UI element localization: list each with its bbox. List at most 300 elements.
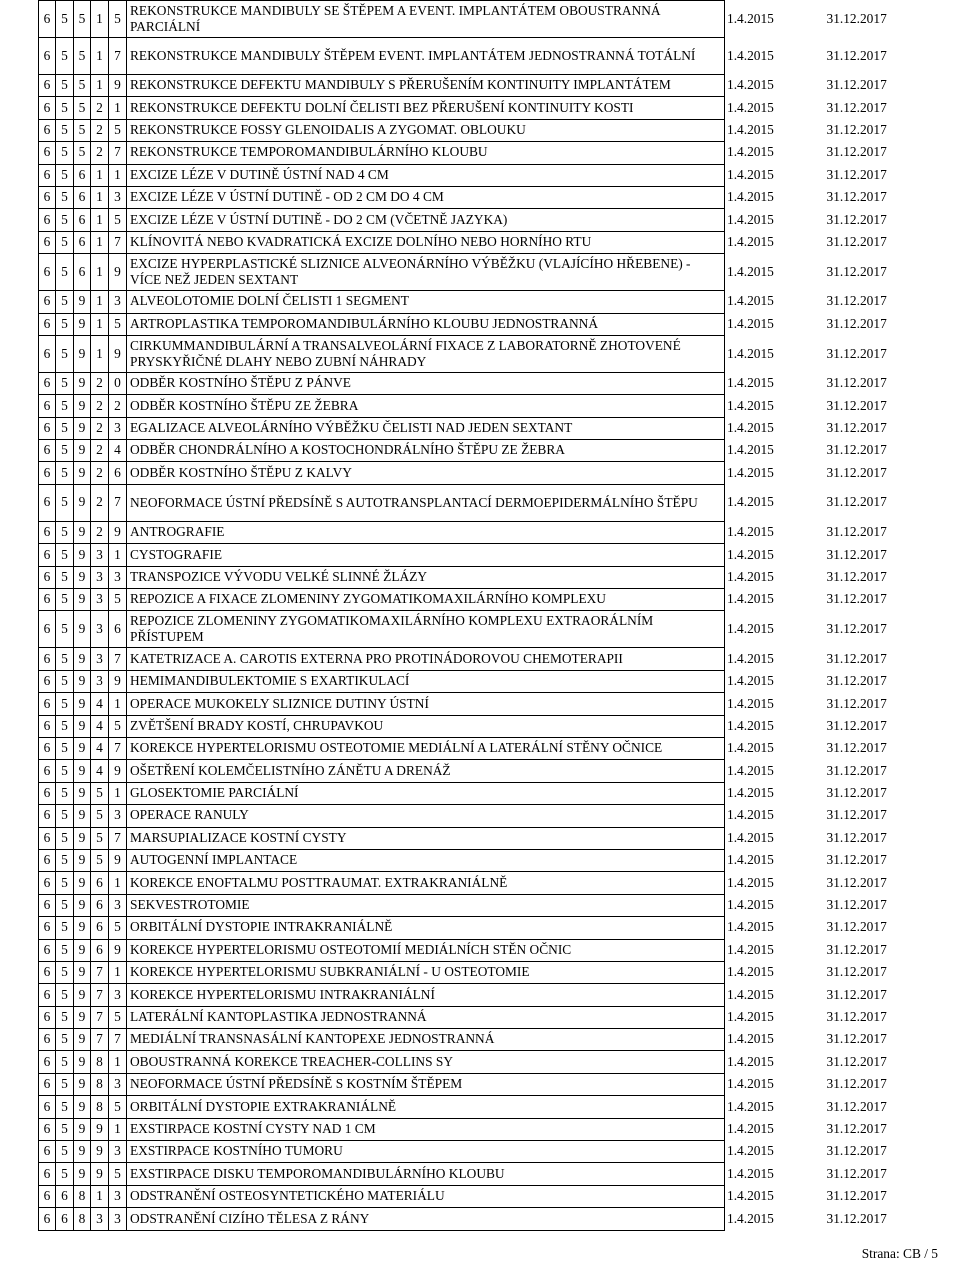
valid-to-cell: 31.12.2017 [826, 166, 887, 182]
valid-to-cell: 31.12.2017 [826, 829, 887, 845]
code-digit-cell: 7 [109, 1029, 127, 1051]
valid-from-cell: 1.4.2015 [727, 375, 774, 391]
code-digit-cell: 3 [109, 894, 127, 916]
valid-to-cell: 31.12.2017 [826, 494, 887, 510]
code-digit-cell: 6 [39, 291, 56, 313]
code-digit-cell: 1 [91, 38, 109, 75]
valid-to-cell: 31.12.2017 [826, 1008, 887, 1024]
table-row [39, 1163, 897, 1185]
procedure-name-cell: EXSTIRPACE KOSTNÍHO TUMORU [127, 1141, 725, 1163]
procedure-name-cell: EGALIZACE ALVEOLÁRNÍHO VÝBĚŽKU ČELISTI NAD JEDEN SEXTANT [127, 417, 725, 439]
table-row [39, 1073, 897, 1095]
code-digit-cell: 5 [74, 75, 91, 97]
code-digit-cell: 6 [39, 611, 56, 648]
code-digit-cell: 3 [109, 417, 127, 439]
valid-from-cell: 1.4.2015 [727, 1143, 774, 1159]
valid-from-cell: 1.4.2015 [727, 1031, 774, 1047]
code-digit-cell: 9 [74, 611, 91, 648]
procedure-name-cell: ARTROPLASTIKA TEMPOROMANDIBULÁRNÍHO KLOUBU JEDNOSTRANNÁ [127, 313, 725, 335]
code-digit-cell: 6 [39, 119, 56, 141]
valid-to-cell: 31.12.2017 [826, 650, 887, 666]
code-digit-cell: 5 [56, 395, 74, 417]
code-digit-cell: 9 [74, 1006, 91, 1028]
code-digit-cell: 7 [91, 1029, 109, 1051]
table-row [39, 254, 897, 291]
code-digit-cell: 7 [109, 38, 127, 75]
table-row [39, 1118, 897, 1140]
procedure-name-cell: KOREKCE HYPERTELORISMU OSTEOTOMIE MEDIÁLNÍ A LATERÁLNÍ STĚNY OČNICE [127, 737, 725, 759]
code-digit-cell: 6 [39, 97, 56, 119]
code-digit-cell: 1 [109, 1051, 127, 1073]
code-digit-cell: 5 [109, 589, 127, 611]
code-digit-cell: 2 [91, 97, 109, 119]
code-digit-cell: 6 [39, 521, 56, 543]
procedure-name-cell: NEOFORMACE ÚSTNÍ PŘEDSÍNĚ S AUTOTRANSPLANTACÍ DERMOEPIDERMÁLNÍHO ŠTĚPU [127, 484, 725, 521]
code-digit-cell: 6 [39, 1096, 56, 1118]
code-digit-cell: 5 [109, 715, 127, 737]
code-digit-cell: 6 [39, 566, 56, 588]
code-digit-cell: 9 [74, 894, 91, 916]
procedure-name-cell: AUTOGENNÍ IMPLANTACE [127, 849, 725, 871]
code-digit-cell: 2 [91, 142, 109, 164]
table-row [39, 872, 897, 894]
code-digit-cell: 9 [74, 417, 91, 439]
code-digit-cell: 6 [39, 38, 56, 75]
code-digit-cell: 1 [91, 313, 109, 335]
valid-to-cell: 31.12.2017 [826, 315, 887, 331]
valid-to-cell: 31.12.2017 [826, 189, 887, 205]
code-digit-cell: 0 [109, 372, 127, 394]
code-digit-cell: 5 [56, 715, 74, 737]
code-digit-cell: 9 [74, 1163, 91, 1185]
code-digit-cell: 3 [109, 1185, 127, 1207]
table-row [39, 1, 897, 38]
code-digit-cell: 9 [74, 521, 91, 543]
code-digit-cell: 4 [91, 715, 109, 737]
code-digit-cell: 5 [109, 313, 127, 335]
code-digit-cell: 5 [56, 1029, 74, 1051]
code-digit-cell: 6 [39, 1051, 56, 1073]
procedure-name-cell: ORBITÁLNÍ DYSTOPIE INTRAKRANIÁLNĚ [127, 917, 725, 939]
valid-to-cell: 31.12.2017 [826, 47, 887, 63]
procedure-name-cell: EXCIZE LÉZE V ÚSTNÍ DUTINĚ - DO 2 CM (VČETNĚ JAZYKA) [127, 209, 725, 231]
code-digit-cell: 6 [39, 939, 56, 961]
valid-from-cell: 1.4.2015 [727, 829, 774, 845]
code-digit-cell: 5 [56, 119, 74, 141]
code-digit-cell: 5 [56, 939, 74, 961]
table-row [39, 544, 897, 566]
valid-to-cell: 31.12.2017 [826, 986, 887, 1002]
valid-from-cell: 1.4.2015 [727, 717, 774, 733]
table-row [39, 782, 897, 804]
table-row [39, 164, 897, 186]
code-digit-cell: 7 [109, 231, 127, 253]
procedure-name-cell: EXCIZE LÉZE V ÚSTNÍ DUTINĚ - OD 2 CM DO 4 CM [127, 186, 725, 208]
code-digit-cell: 3 [109, 186, 127, 208]
code-digit-cell: 7 [109, 142, 127, 164]
code-digit-cell: 9 [109, 254, 127, 291]
code-digit-cell: 2 [91, 395, 109, 417]
procedure-name-cell: GLOSEKTOMIE PARCIÁLNÍ [127, 782, 725, 804]
code-digit-cell: 7 [109, 648, 127, 670]
procedure-name-cell: REKONSTRUKCE DEFEKTU DOLNÍ ČELISTI BEZ PŘERUŠENÍ KONTINUITY KOSTI [127, 97, 725, 119]
procedure-name-cell: CIRKUMMANDIBULÁRNÍ A TRANSALVEOLÁRNÍ FIXACE Z LABORATORNĚ ZHOTOVENÉ PRYSKYŘIČNÉ DLAHY NEBO ZUBNÍ NÁHRADY [127, 335, 725, 372]
procedure-name-cell: KOREKCE ENOFTALMU POSTTRAUMAT. EXTRAKRANIÁLNĚ [127, 872, 725, 894]
code-digit-cell: 6 [39, 440, 56, 462]
valid-from-cell: 1.4.2015 [727, 420, 774, 435]
procedure-name-cell: ODBĚR KOSTNÍHO ŠTĚPU ZE ŽEBRA [127, 395, 725, 417]
valid-to-cell: 31.12.2017 [826, 695, 887, 711]
valid-from-cell: 1.4.2015 [727, 1053, 774, 1069]
code-digit-cell: 9 [74, 1029, 91, 1051]
table-row [39, 313, 897, 335]
code-digit-cell: 6 [74, 164, 91, 186]
code-digit-cell: 5 [56, 1051, 74, 1073]
table-row [39, 693, 897, 715]
code-digit-cell: 5 [56, 254, 74, 291]
code-digit-cell: 2 [91, 484, 109, 521]
valid-from-cell: 1.4.2015 [727, 464, 774, 480]
code-digit-cell: 6 [39, 1141, 56, 1163]
code-digit-cell: 5 [109, 1, 127, 38]
code-digit-cell: 6 [39, 209, 56, 231]
code-digit-cell: 6 [39, 961, 56, 983]
code-digit-cell: 1 [91, 75, 109, 97]
code-digit-cell: 4 [91, 760, 109, 782]
valid-from-cell: 1.4.2015 [727, 77, 774, 93]
valid-from-cell: 1.4.2015 [727, 234, 774, 250]
procedure-name-cell: KOREKCE HYPERTELORISMU INTRAKRANIÁLNÍ [127, 984, 725, 1006]
code-digit-cell: 6 [39, 894, 56, 916]
code-digit-cell: 5 [56, 894, 74, 916]
code-digit-cell: 9 [74, 462, 91, 484]
code-digit-cell: 9 [74, 782, 91, 804]
valid-from-cell: 1.4.2015 [727, 591, 774, 607]
valid-from-cell: 1.4.2015 [727, 315, 774, 331]
valid-to-cell: 31.12.2017 [826, 464, 887, 480]
code-digit-cell: 9 [74, 872, 91, 894]
procedure-name-cell: MEDIÁLNÍ TRANSNASÁLNÍ KANTOPEXE JEDNOSTRANNÁ [127, 1029, 725, 1051]
code-digit-cell: 1 [91, 254, 109, 291]
table-row [39, 119, 897, 141]
code-digit-cell: 6 [39, 737, 56, 759]
valid-to-cell: 31.12.2017 [826, 591, 887, 607]
code-digit-cell: 2 [91, 417, 109, 439]
code-digit-cell: 6 [74, 186, 91, 208]
code-digit-cell: 2 [91, 440, 109, 462]
code-digit-cell: 5 [56, 231, 74, 253]
procedure-name-cell: ANTROGRAFIE [127, 521, 725, 543]
code-digit-cell: 5 [56, 566, 74, 588]
code-digit-cell: 9 [109, 939, 127, 961]
code-digit-cell: 9 [74, 805, 91, 827]
code-digit-cell: 9 [74, 484, 91, 521]
valid-to-cell: 31.12.2017 [826, 1031, 887, 1047]
table-row [39, 917, 897, 939]
code-digit-cell: 9 [74, 670, 91, 692]
code-digit-cell: 5 [56, 521, 74, 543]
valid-from-cell: 1.4.2015 [727, 397, 774, 413]
code-digit-cell: 1 [109, 544, 127, 566]
code-digit-cell: 1 [91, 209, 109, 231]
code-digit-cell: 6 [39, 1073, 56, 1095]
table-row [39, 417, 897, 439]
code-digit-cell: 6 [39, 984, 56, 1006]
code-digit-cell: 5 [56, 335, 74, 372]
code-digit-cell: 5 [109, 917, 127, 939]
code-digit-cell: 4 [91, 693, 109, 715]
procedure-name-cell: ODSTRANĚNÍ CIZÍHO TĚLESA Z RÁNY [127, 1208, 725, 1230]
valid-to-cell: 31.12.2017 [826, 442, 887, 458]
code-digit-cell: 5 [56, 544, 74, 566]
code-digit-cell: 3 [91, 544, 109, 566]
valid-from-cell: 1.4.2015 [727, 1188, 774, 1204]
procedure-name-cell: REKONSTRUKCE DEFEKTU MANDIBULY S PŘERUŠENÍM KONTINUITY IMPLANTÁTEM [127, 75, 725, 97]
code-digit-cell: 6 [91, 872, 109, 894]
code-digit-cell: 5 [56, 737, 74, 759]
code-digit-cell: 5 [56, 1118, 74, 1140]
valid-from-cell: 1.4.2015 [727, 1098, 774, 1114]
procedure-name-cell: TRANSPOZICE VÝVODU VELKÉ SLINNÉ ŽLÁZY [127, 566, 725, 588]
code-digit-cell: 2 [91, 462, 109, 484]
valid-to-cell: 31.12.2017 [826, 1143, 887, 1159]
code-digit-cell: 9 [74, 313, 91, 335]
code-digit-cell: 5 [109, 119, 127, 141]
valid-to-cell: 31.12.2017 [826, 740, 887, 756]
valid-from-cell: 1.4.2015 [727, 10, 774, 26]
valid-to-cell: 31.12.2017 [826, 568, 887, 584]
code-digit-cell: 5 [56, 164, 74, 186]
table-row [39, 1006, 897, 1028]
table-row [39, 462, 897, 484]
code-digit-cell: 6 [39, 1029, 56, 1051]
procedure-name-cell: OBOUSTRANNÁ KOREKCE TREACHER-COLLINS SY [127, 1051, 725, 1073]
table-row [39, 521, 897, 543]
code-digit-cell: 1 [109, 693, 127, 715]
valid-from-cell: 1.4.2015 [727, 673, 774, 689]
valid-to-cell: 31.12.2017 [826, 941, 887, 957]
valid-to-cell: 31.12.2017 [826, 375, 887, 391]
code-digit-cell: 4 [109, 440, 127, 462]
table-row [39, 484, 897, 521]
code-digit-cell: 5 [56, 693, 74, 715]
table-row [39, 961, 897, 983]
code-digit-cell: 6 [39, 670, 56, 692]
code-digit-cell: 6 [39, 849, 56, 871]
valid-to-cell: 31.12.2017 [826, 293, 887, 309]
valid-to-cell: 31.12.2017 [826, 919, 887, 935]
code-digit-cell: 6 [39, 760, 56, 782]
code-digit-cell: 5 [109, 209, 127, 231]
code-digit-cell: 1 [91, 1, 109, 38]
code-digit-cell: 9 [74, 566, 91, 588]
code-digit-cell: 6 [91, 917, 109, 939]
code-digit-cell: 1 [109, 782, 127, 804]
code-digit-cell: 6 [39, 417, 56, 439]
procedure-name-cell: ORBITÁLNÍ DYSTOPIE EXTRAKRANIÁLNĚ [127, 1096, 725, 1118]
code-digit-cell: 6 [74, 231, 91, 253]
procedure-name-cell: SEKVESTROTOMIE [127, 894, 725, 916]
code-digit-cell: 1 [91, 1185, 109, 1207]
valid-to-cell: 31.12.2017 [826, 1165, 887, 1181]
code-digit-cell: 1 [91, 291, 109, 313]
code-digit-cell: 9 [109, 760, 127, 782]
code-digit-cell: 9 [74, 395, 91, 417]
code-digit-cell: 5 [74, 142, 91, 164]
table-row [39, 566, 897, 588]
code-digit-cell: 5 [56, 417, 74, 439]
procedure-name-cell: REPOZICE A FIXACE ZLOMENINY ZYGOMATIKOMAXILÁRNÍHO KOMPLEXU [127, 589, 725, 611]
code-digit-cell: 9 [74, 1051, 91, 1073]
table-row [39, 209, 897, 231]
table-row [39, 760, 897, 782]
valid-from-cell: 1.4.2015 [727, 807, 774, 823]
table-row [39, 984, 897, 1006]
procedure-name-cell: KLÍNOVITÁ NEBO KVADRATICKÁ EXCIZE DOLNÍHO NEBO HORNÍHO RTU [127, 231, 725, 253]
valid-to-cell: 31.12.2017 [826, 77, 887, 93]
code-digit-cell: 3 [109, 566, 127, 588]
procedure-table [38, 0, 897, 1231]
table-row [39, 589, 897, 611]
code-digit-cell: 9 [109, 335, 127, 372]
valid-to-cell: 31.12.2017 [826, 524, 887, 540]
code-digit-cell: 6 [109, 462, 127, 484]
code-digit-cell: 7 [109, 484, 127, 521]
procedure-name-cell: ODBĚR KOSTNÍHO ŠTĚPU Z PÁNVE [127, 372, 725, 394]
code-digit-cell: 2 [91, 521, 109, 543]
valid-from-cell: 1.4.2015 [727, 524, 774, 540]
code-digit-cell: 5 [56, 589, 74, 611]
valid-to-cell: 31.12.2017 [826, 211, 887, 227]
code-digit-cell: 5 [74, 38, 91, 75]
code-digit-cell: 1 [91, 335, 109, 372]
valid-from-cell: 1.4.2015 [727, 263, 774, 279]
code-digit-cell: 3 [91, 1208, 109, 1230]
valid-to-cell: 31.12.2017 [826, 1120, 887, 1136]
table-row [39, 1096, 897, 1118]
procedure-name-cell: REKONSTRUKCE MANDIBULY ŠTĚPEM EVENT. IMPLANTÁTEM JEDNOSTRANNÁ TOTÁLNÍ [127, 38, 725, 75]
table-row [39, 827, 897, 849]
code-digit-cell: 9 [74, 1141, 91, 1163]
code-digit-cell: 7 [91, 961, 109, 983]
code-digit-cell: 5 [56, 760, 74, 782]
procedure-name-cell: REKONSTRUKCE MANDIBULY SE ŠTĚPEM A EVENT. IMPLANTÁTEM OBOUSTRANNÁ PARCIÁLNÍ [127, 1, 725, 38]
code-digit-cell: 6 [39, 1118, 56, 1140]
code-digit-cell: 6 [39, 1006, 56, 1028]
code-digit-cell: 6 [39, 872, 56, 894]
code-digit-cell: 5 [56, 961, 74, 983]
code-digit-cell: 9 [74, 849, 91, 871]
code-digit-cell: 6 [39, 1185, 56, 1207]
table-row [39, 737, 897, 759]
valid-to-cell: 31.12.2017 [826, 874, 887, 890]
code-digit-cell: 9 [74, 335, 91, 372]
code-digit-cell: 7 [91, 1006, 109, 1028]
table-row [39, 1208, 897, 1230]
code-digit-cell: 5 [56, 805, 74, 827]
procedure-name-cell: MARSUPIALIZACE KOSTNÍ CYSTY [127, 827, 725, 849]
code-digit-cell: 5 [74, 97, 91, 119]
procedure-name-cell: HEMIMANDIBULEKTOMIE S EXARTIKULACÍ [127, 670, 725, 692]
code-digit-cell: 5 [56, 670, 74, 692]
valid-to-cell: 31.12.2017 [826, 1188, 887, 1204]
code-digit-cell: 5 [56, 611, 74, 648]
valid-from-cell: 1.4.2015 [727, 964, 774, 980]
code-digit-cell: 5 [56, 142, 74, 164]
code-digit-cell: 1 [91, 164, 109, 186]
code-digit-cell: 6 [39, 75, 56, 97]
code-digit-cell: 5 [56, 462, 74, 484]
code-digit-cell: 6 [109, 611, 127, 648]
valid-from-cell: 1.4.2015 [727, 852, 774, 868]
code-digit-cell: 5 [91, 805, 109, 827]
code-digit-cell: 5 [56, 1073, 74, 1095]
code-digit-cell: 9 [74, 961, 91, 983]
code-digit-cell: 5 [56, 484, 74, 521]
code-digit-cell: 6 [74, 209, 91, 231]
valid-from-cell: 1.4.2015 [727, 144, 774, 160]
code-digit-cell: 4 [91, 737, 109, 759]
code-digit-cell: 8 [91, 1096, 109, 1118]
valid-to-cell: 31.12.2017 [826, 1076, 887, 1092]
code-digit-cell: 8 [91, 1073, 109, 1095]
code-digit-cell: 9 [91, 1118, 109, 1140]
table-row [39, 1185, 897, 1207]
code-digit-cell: 9 [74, 1118, 91, 1140]
code-digit-cell: 5 [56, 984, 74, 1006]
table-row [39, 1051, 897, 1073]
code-digit-cell: 9 [74, 737, 91, 759]
code-digit-cell: 5 [56, 827, 74, 849]
code-digit-cell: 9 [74, 917, 91, 939]
code-digit-cell: 5 [56, 75, 74, 97]
valid-to-cell: 31.12.2017 [826, 122, 887, 138]
valid-from-cell: 1.4.2015 [727, 189, 774, 205]
code-digit-cell: 6 [56, 1208, 74, 1230]
valid-to-cell: 31.12.2017 [826, 785, 887, 801]
code-digit-cell: 8 [74, 1185, 91, 1207]
code-digit-cell: 3 [91, 566, 109, 588]
procedure-name-cell: REPOZICE ZLOMENINY ZYGOMATIKOMAXILÁRNÍHO KOMPLEXU EXTRAORÁLNÍM PŘÍSTUPEM [127, 611, 725, 648]
code-digit-cell: 5 [91, 827, 109, 849]
table-row [39, 894, 897, 916]
code-digit-cell: 6 [39, 142, 56, 164]
table-row [39, 440, 897, 462]
table-row [39, 715, 897, 737]
valid-from-cell: 1.4.2015 [727, 621, 774, 637]
valid-from-cell: 1.4.2015 [727, 442, 774, 458]
procedure-name-cell: NEOFORMACE ÚSTNÍ PŘEDSÍNĚ S KOSTNÍM ŠTĚPEM [127, 1073, 725, 1095]
code-digit-cell: 5 [109, 1006, 127, 1028]
code-digit-cell: 3 [109, 1208, 127, 1230]
table-row [39, 372, 897, 394]
valid-from-cell: 1.4.2015 [727, 1210, 774, 1226]
code-digit-cell: 9 [74, 715, 91, 737]
valid-to-cell: 31.12.2017 [826, 621, 887, 637]
procedure-name-cell: LATERÁLNÍ KANTOPLASTIKA JEDNOSTRANNÁ [127, 1006, 725, 1028]
valid-from-cell: 1.4.2015 [727, 919, 774, 935]
code-digit-cell: 1 [109, 97, 127, 119]
valid-to-cell: 31.12.2017 [826, 99, 887, 115]
code-digit-cell: 6 [39, 484, 56, 521]
code-digit-cell: 5 [74, 119, 91, 141]
code-digit-cell: 7 [109, 827, 127, 849]
table-row [39, 335, 897, 372]
procedure-name-cell: KOREKCE HYPERTELORISMU SUBKRANIÁLNÍ - U OSTEOTOMIE [127, 961, 725, 983]
code-digit-cell: 9 [91, 1163, 109, 1185]
table-row [39, 1029, 897, 1051]
code-digit-cell: 7 [109, 737, 127, 759]
